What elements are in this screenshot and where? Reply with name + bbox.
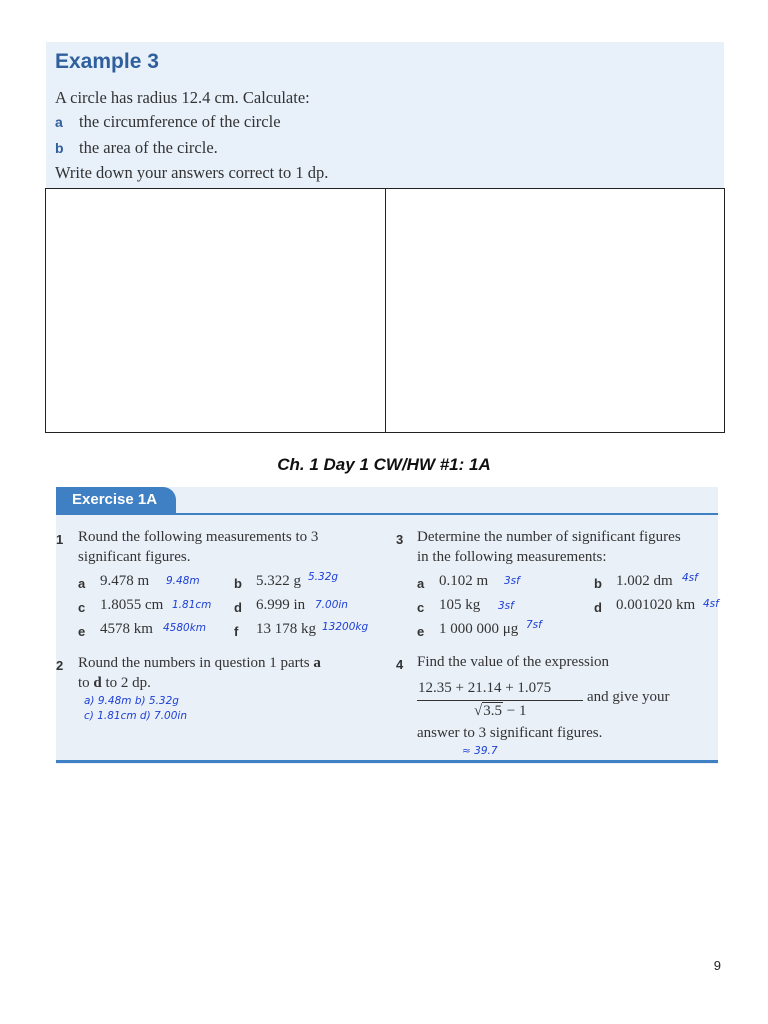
example-title: Example 3: [55, 50, 159, 73]
q2-line1: [78, 655, 321, 672]
q3-c-value: 105 kg: [439, 597, 481, 613]
work-cell-left[interactable]: [46, 189, 386, 432]
q3-c-letter: c: [417, 600, 425, 615]
q2-line2-bold: d: [93, 675, 102, 691]
q3-line1: Determine the number of significant figures: [417, 529, 681, 545]
q4-fraction-bar: [417, 700, 583, 701]
q1-a-answer: 9.48m: [166, 575, 200, 587]
sqrt-icon: √: [474, 703, 483, 719]
part-text: the area of the circle.: [79, 138, 218, 157]
q1-e-letter: e: [78, 624, 86, 639]
part-letter: a: [55, 114, 63, 130]
part-text: the circumference of the circle: [79, 112, 281, 131]
assignment-heading: Ch. 1 Day 1 CW/HW #1: 1A: [277, 455, 491, 474]
work-cell-right[interactable]: [386, 189, 724, 432]
page-number: 9: [713, 958, 721, 973]
q3-e-answer: 7sf: [526, 619, 542, 631]
q1-c-value: 1.8055 cm: [100, 597, 164, 613]
q1-b-letter: b: [234, 576, 242, 591]
example-part-a: [55, 112, 281, 132]
example-instruction: Write down your answers correct to 1 dp.: [55, 163, 329, 182]
q1-b-answer: 5.32g: [308, 571, 339, 583]
q1-line2: significant figures.: [78, 549, 191, 565]
q1-d-value: 6.999 in: [256, 597, 306, 613]
q3-a-value: 0.102 m: [439, 573, 489, 589]
q1-f-value: 13 178 kg: [256, 621, 316, 637]
exercise-tab: Exercise 1A: [56, 487, 176, 513]
exercise-bottom-rule: [56, 760, 718, 763]
q2-line2-post: to 2 dp.: [101, 675, 151, 691]
q3-a-answer: 3sf: [504, 575, 520, 587]
q4-denominator-rest: − 1: [502, 703, 527, 719]
q2-line1-text: Round the numbers in question 1 parts: [78, 655, 314, 671]
q3-b-answer: 4sf: [682, 572, 698, 584]
work-area-table: [45, 188, 725, 433]
q4-numerator: 12.35 + 21.14 + 1.075: [418, 680, 552, 696]
q3-e-value: 1 000 000 μg: [439, 621, 519, 637]
q1-f-letter: f: [234, 624, 239, 639]
exercise-top-rule: [56, 513, 718, 515]
q3-b-letter: b: [594, 576, 602, 591]
q3-b-value: 1.002 dm: [616, 573, 673, 589]
part-letter: b: [55, 140, 64, 156]
q3-number: 3: [396, 532, 404, 547]
q2-line2-pre: to: [78, 675, 94, 691]
example-box: [46, 42, 724, 188]
q4-number: 4: [396, 657, 404, 672]
q4-line3: answer to 3 significant figures.: [417, 725, 603, 741]
example-intro: A circle has radius 12.4 cm. Calculate:: [55, 88, 310, 107]
q3-a-letter: a: [417, 576, 425, 591]
q4-after-fraction: and give your: [587, 689, 670, 705]
q3-c-answer: 3sf: [498, 600, 514, 612]
q3-line2: in the following measurements:: [417, 549, 607, 565]
q1-line1: Round the following measurements to 3: [78, 529, 319, 545]
q3-d-value: 0.001020 km: [616, 597, 696, 613]
q1-a-letter: a: [78, 576, 86, 591]
q4-answer: ≈ 39.7: [462, 745, 498, 757]
q1-d-answer: 7.00in: [315, 599, 348, 611]
q2-number: 2: [56, 658, 64, 673]
q1-e-answer: 4580km: [163, 622, 207, 634]
q3-e-letter: e: [417, 624, 425, 639]
q2-line2: [78, 675, 151, 692]
q3-d-letter: d: [594, 600, 602, 615]
example-part-b: [55, 138, 218, 158]
q3-d-answer: 4sf: [703, 598, 719, 610]
q1-a-value: 9.478 m: [100, 573, 150, 589]
q1-d-letter: d: [234, 600, 242, 615]
q2-answer-line1: a) 9.48m b) 5.32g: [84, 695, 179, 707]
q1-number: 1: [56, 532, 64, 547]
q4-radicand: 3.5: [483, 703, 502, 719]
q1-c-letter: c: [78, 600, 86, 615]
exercise-block: [56, 487, 718, 764]
q1-f-answer: 13200kg: [322, 621, 369, 633]
q1-b-value: 5.322 g: [256, 573, 301, 589]
q4-line1: Find the value of the expression: [417, 654, 610, 670]
q4-denominator: [474, 703, 526, 720]
q2-line1-bold: a: [313, 655, 321, 671]
q1-c-answer: 1.81cm: [172, 599, 212, 611]
q1-e-value: 4578 km: [100, 621, 153, 637]
q2-answer-line2: c) 1.81cm d) 7.00in: [84, 710, 187, 722]
